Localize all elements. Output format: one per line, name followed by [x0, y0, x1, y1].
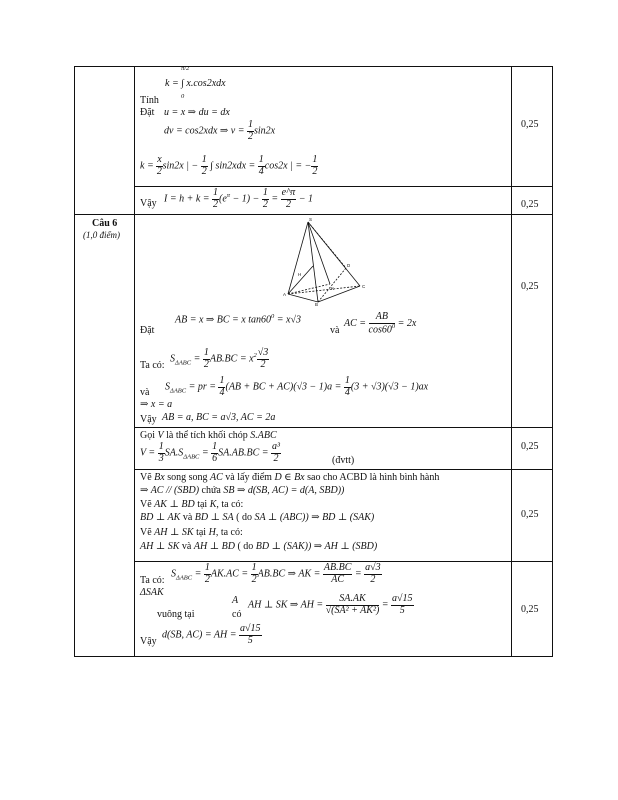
label-d: D	[347, 263, 351, 268]
frac-half-i: $\frac{1}{2}$	[213, 187, 219, 210]
frac-sixth: $\frac{1}{6}$	[212, 441, 218, 464]
vuong-tai-label: vuông tại	[157, 609, 195, 620]
segment-ak	[288, 284, 330, 294]
goi-line: Gọi V là thể tích khối chóp S.ABC	[140, 430, 277, 441]
col-divider-left	[134, 66, 135, 657]
dvtt-label: (đvtt)	[332, 455, 355, 466]
construction-line-1: Vẽ Bx song song AC và lấy điểm D ∈ Bx sao cho ACBD là hình bình hành	[140, 472, 440, 483]
construction-line-6: AH ⊥ SK và AH ⊥ BD ( do BD ⊥ (SAK)) ⇒ AH ⊥ (SBD)	[140, 541, 378, 552]
distance-result: d(SB, AC) = AH = $\frac{a√15}{5}$	[162, 623, 261, 646]
frac-ab-cos60: $\frac{AB}{\cos 60^0}$	[368, 311, 396, 335]
sides-result: AB = a, BC = a√3, AC = 2a	[162, 412, 276, 423]
segment-sk	[308, 222, 330, 284]
substitution-dv	[164, 120, 275, 142]
vay-label-6: Vậy	[140, 636, 157, 647]
pyramid-figure	[278, 216, 370, 306]
score-row-6: 0,25	[521, 604, 539, 615]
frac-art3-over-2: $\frac{a√3}{2}$	[365, 562, 381, 585]
frac-half-3: $\frac{1}{2}$	[312, 154, 318, 177]
label-s: S	[309, 217, 313, 222]
vay-label-2: Vậy	[140, 198, 157, 209]
score-row-4: 0,25	[521, 441, 539, 452]
frac-rt3-over-2: $\frac{√3}{2}$	[257, 347, 269, 370]
taco-label: Ta có:	[140, 360, 165, 371]
frac-x-over-2: $\frac{x}{2}$	[156, 154, 162, 177]
dat-label: Đặt	[140, 107, 155, 118]
score-row-2: 0,25	[521, 199, 539, 210]
label-b: B	[315, 302, 319, 306]
edge-bc	[318, 286, 360, 302]
score-row-3: 0,25	[521, 281, 539, 292]
frac-saak: $\frac{SA.AK}{\text{√(SA² + AK²)}}$	[325, 593, 380, 616]
row-divider-1	[134, 186, 553, 187]
va-label: và	[330, 325, 340, 336]
question-number: Câu 6	[92, 218, 118, 229]
frac-quarter-pr: $\frac{1}{4}$	[219, 375, 225, 398]
score-row-5: 0,25	[521, 509, 539, 520]
frac-half-s: $\frac{1}{2}$	[203, 347, 209, 370]
vay-label-3: Vậy	[140, 414, 157, 425]
label-c: C	[362, 284, 366, 289]
i-result-line: I = h + k = $\frac{1}{2}$ $(e^\pi - 1)$ − $\frac{1}{2}$ = $\frac{e\^{}\pi}{2}$ − 1	[164, 187, 314, 210]
question-points: (1,0 điểm)	[83, 230, 120, 240]
taco-label-2: Ta có:	[140, 575, 165, 586]
ah-line: AH ⊥ SK ⇒ AH = $\frac{SA.AK}{\text{√(SA² + AK²)}}$ = $\frac{a√15}{5}$	[248, 593, 413, 616]
frac-half: $\frac{1}{2}$	[247, 119, 253, 142]
volume-line: V = $\frac{1}{3}$ $SA.S_{\Delta ABC}$ = $\frac{1}{6}$ SA.AB.BC = $\frac{\text{a³}}{2}$	[140, 441, 280, 464]
col-divider-right	[511, 66, 512, 657]
ab-bc-line: AB = x ⇒ BC = x $\tan 60^0 = x√3$	[175, 313, 301, 326]
triangle-sak: ΔSAK	[140, 587, 164, 598]
implies-x-equals-a: ⇒ x = a	[140, 399, 173, 410]
ac-line: AC = $\frac{AB}{\cos 60^0}$ = 2x	[344, 311, 417, 335]
k-result-line: k = $\frac{x}{2}$ sin2x | − $\frac{1}{2}$ ∫ sin2xdx = $\frac{1}{4}$ cos2x | = − $\frac{1}{2}$	[140, 154, 318, 177]
construction-line-5: Vẽ AH ⊥ SK tại H, ta có:	[140, 527, 243, 538]
integral-lower-limit: 0	[181, 93, 185, 100]
dat-label-2: Đặt	[140, 325, 155, 336]
edge-sd	[308, 222, 346, 268]
frac-epi: $\frac{e\^{}\pi}{2}$	[281, 187, 296, 210]
label-k: K	[331, 286, 335, 291]
frac-a3-over-2: $\frac{\text{a³}}{2}$	[272, 441, 280, 464]
frac-half-i2: $\frac{1}{2}$	[262, 187, 268, 210]
frac-half-ak: $\frac{1}{2}$	[204, 562, 210, 585]
vertex-a: A	[232, 595, 239, 606]
edge-ab	[288, 294, 318, 302]
substitution-u: u = x ⇒ du = dx	[164, 107, 230, 118]
frac-abbc-ac: $\frac{AB.BC}{AC}$	[323, 562, 352, 585]
frac-quarter-pr2: $\frac{1}{4}$	[344, 375, 350, 398]
pr-line: $S_{\Delta ABC}$ = pr = $\frac{1}{4}$ (AB + BC + AC)(√3 − 1)a = $\frac{1}{4}$ (3 + √3)(√3 − 1)ax	[165, 375, 429, 398]
co-label: có	[232, 609, 242, 620]
score-row-1: 0,25	[521, 119, 539, 130]
dv-tail: sin2x	[253, 125, 276, 137]
construction-line-4: BD ⊥ AK và BD ⊥ SA ( do SA ⊥ (ABC)) ⇒ BD ⊥ (SAK)	[140, 512, 375, 523]
frac-half-ak2: $\frac{1}{2}$	[251, 562, 257, 585]
edge-sb	[308, 222, 318, 302]
row-divider-3	[134, 427, 553, 428]
k-definition: k = ∫ x.cos2xdx	[165, 78, 226, 89]
frac-quarter: $\frac{1}{4}$	[258, 154, 264, 177]
dv-lhs: dv = cos2xdx ⇒ v =	[164, 125, 247, 137]
tinh-label: Tính	[140, 95, 159, 106]
construction-line-2: ⇒ AC // (SBD) chứa SB ⇒ d(SB, AC) = d(A, SBD))	[140, 485, 345, 496]
ak-line: $S_{\Delta ABC}$ = $\frac{1}{2}$ AK.AC = $\frac{1}{2}$ AB.BC ⇒ AK = $\frac{AB.BC}{AC}$ = $\frac{a√3}{2}$	[171, 562, 381, 585]
frac-art15-over-5-b: $\frac{a√15}{5}$	[240, 623, 261, 646]
area-line: $S_{\Delta ABC}$ = $\frac{1}{2}$ $AB.BC = x^2$ $\frac{√3}{2}$	[170, 347, 269, 370]
frac-art15-over-5: $\frac{a√15}{5}$	[392, 593, 413, 616]
label-h: H	[298, 272, 302, 277]
integral-upper-limit: π/2	[181, 65, 190, 72]
va-label-2: và	[140, 387, 150, 398]
frac-half-2: $\frac{1}{2}$	[201, 154, 207, 177]
label-a: A	[283, 292, 287, 297]
frac-third: $\frac{1}{3}$	[158, 441, 164, 464]
construction-line-3: Vẽ AK ⊥ BD tại K, ta có:	[140, 499, 244, 510]
row-divider-4	[134, 469, 553, 470]
row-divider-2	[74, 214, 553, 215]
